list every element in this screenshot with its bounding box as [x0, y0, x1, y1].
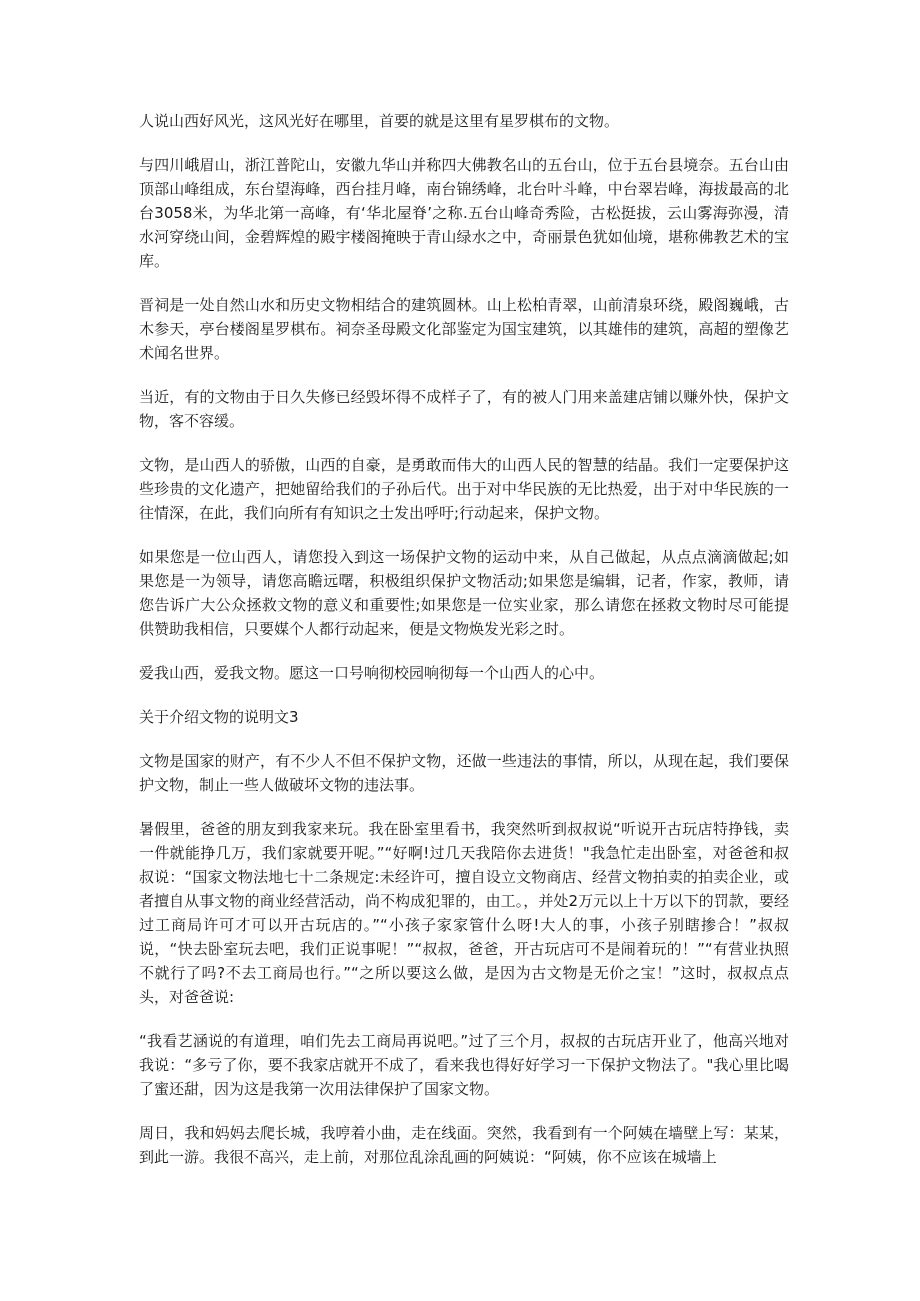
paragraph-jinci-temple: 晋祠是一处自然山水和历史文物相结合的建筑圆林。山上松柏青翠，山前清泉环绕，殿阁巍峨，古木参天，亭台楼阁星罗棋布。祠奈圣母殿文化部鉴定为国宝建筑，以其雄伟的建筑，高超的塑像艺术闻名世界。 [139, 296, 789, 362]
paragraph-wutai-mountain: 与四川峨眉山，浙江普陀山，安徽九华山并称四大佛教名山的五台山，位于五台县境奈。五台山由顶部山峰组成，东台望海峰，西台挂月峰，南台锦绣峰，北台叶斗峰，中台翠岩峰，海拔最高的北台3058米，为华北第一高峰，有‘华北屋脊’之称.五台山峰奇秀险，古松挺拔，云山雾海弥漫，清水河穿绕山间，金碧辉煌的殿宇楼阁掩映于青山绿水之中，奇丽景色犹如仙境，堪称佛教艺术的宝库。 [139, 156, 789, 270]
paragraph-great-wall: 周日，我和妈妈去爬长城，我哼着小曲，走在线面。突然，我看到有一个阿姨在墙壁上写：某某，到此一游。我很不高兴，走上前，对那位乱涂乱画的阿姨说：“阿姨，你不应该在城墙上 [139, 1124, 789, 1166]
paragraph-essay-intro: 文物是国家的财产，有不少人不但不保护文物，还做一些违法的事情，所以，从现在起，我们要保护文物，制止一些人做破坏文物的违法事。 [139, 752, 789, 794]
paragraph-slogan: 爱我山西，爱我文物。愿这一口号响彻校园响彻每一个山西人的心中。 [139, 664, 605, 682]
paragraph-appeal: 如果您是一位山西人，请您投入到这一场保护文物的运动中来，从自己做起，从点点滴滴做起;如果您是一为领导，请您高瞻远曙，积极组织保护文物活动;如果您是编辑，记者，作家，教师，请您告诉广大公众拯救文物的意义和重要性;如果您是一位实业家，那么请您在拯救文物时尽可能提供赞助我相信，只要媒个人都行动起来，便是文物焕发光彩之时。 [139, 548, 789, 638]
paragraph-current-state: 当近，有的文物由于日久失修已经毁坏得不成样子了，有的被人门用来盖建店铺以赚外快，保护文物，客不容缓。 [139, 388, 789, 430]
paragraph-intro: 人说山西好风光，这风光好在哪里，首要的就是这里有星罗棋布的文物。 [139, 112, 620, 130]
section-heading: 关于介绍文物的说明文3 [139, 708, 299, 726]
paragraph-pride: 文物，是山西人的骄傲，山西的自豪，是勇敢而伟大的山西人民的智慧的结晶。我们一定要保护这些珍贵的文化遗产，把她留给我们的子孙后代。出于对中华民族的无比热爱，出于对中华民族的一往情深，在此，我们向所有有知识之士发出呼吁;行动起来，保护文物。 [139, 456, 789, 522]
paragraph-summer-story: 暑假里，爸爸的朋友到我家来玩。我在卧室里看书，我突然听到叔叔说“听说开古玩店特挣钱，卖一件就能挣几万，我们家就要开呢。”“好啊!过几天我陪你去进货！"我急忙走出卧室，对爸爸和叔叔说：“国家文物法地七十二条规定:未经许可，擅自设立文物商店、经营文物拍卖的拍卖企业，或者擅自从事文物的商业经营活动，尚不构成犯罪的，由工。，并处2万元以上十万以下的罚款，要经过工商局许可才可以开古玩店的。”“小孩子家家管什么呀!大人的事，小孩子别瞎掺合！”叔叔说，“快去卧室玩去吧，我们正说事呢！”“叔叔，爸爸，开古玩店可不是闹着玩的！”“有营业执照不就行了吗?不去工商局也行。”“之所以要这么做，是因为古文物是无价之宝！”这时，叔叔点点头，对爸爸说: [139, 820, 789, 1006]
document-page [139, 109, 789, 1189]
paragraph-antique-shop: “我看艺涵说的有道理，咱们先去工商局再说吧。”过了三个月，叔叔的古玩店开业了，他高兴地对我说：“多亏了你，要不我家店就开不成了，看来我也得好好学习一下保护文物法了。"我心里比喝了蜜还甜，因为这是我第一次用法律保护了国家文物。 [139, 1032, 789, 1098]
